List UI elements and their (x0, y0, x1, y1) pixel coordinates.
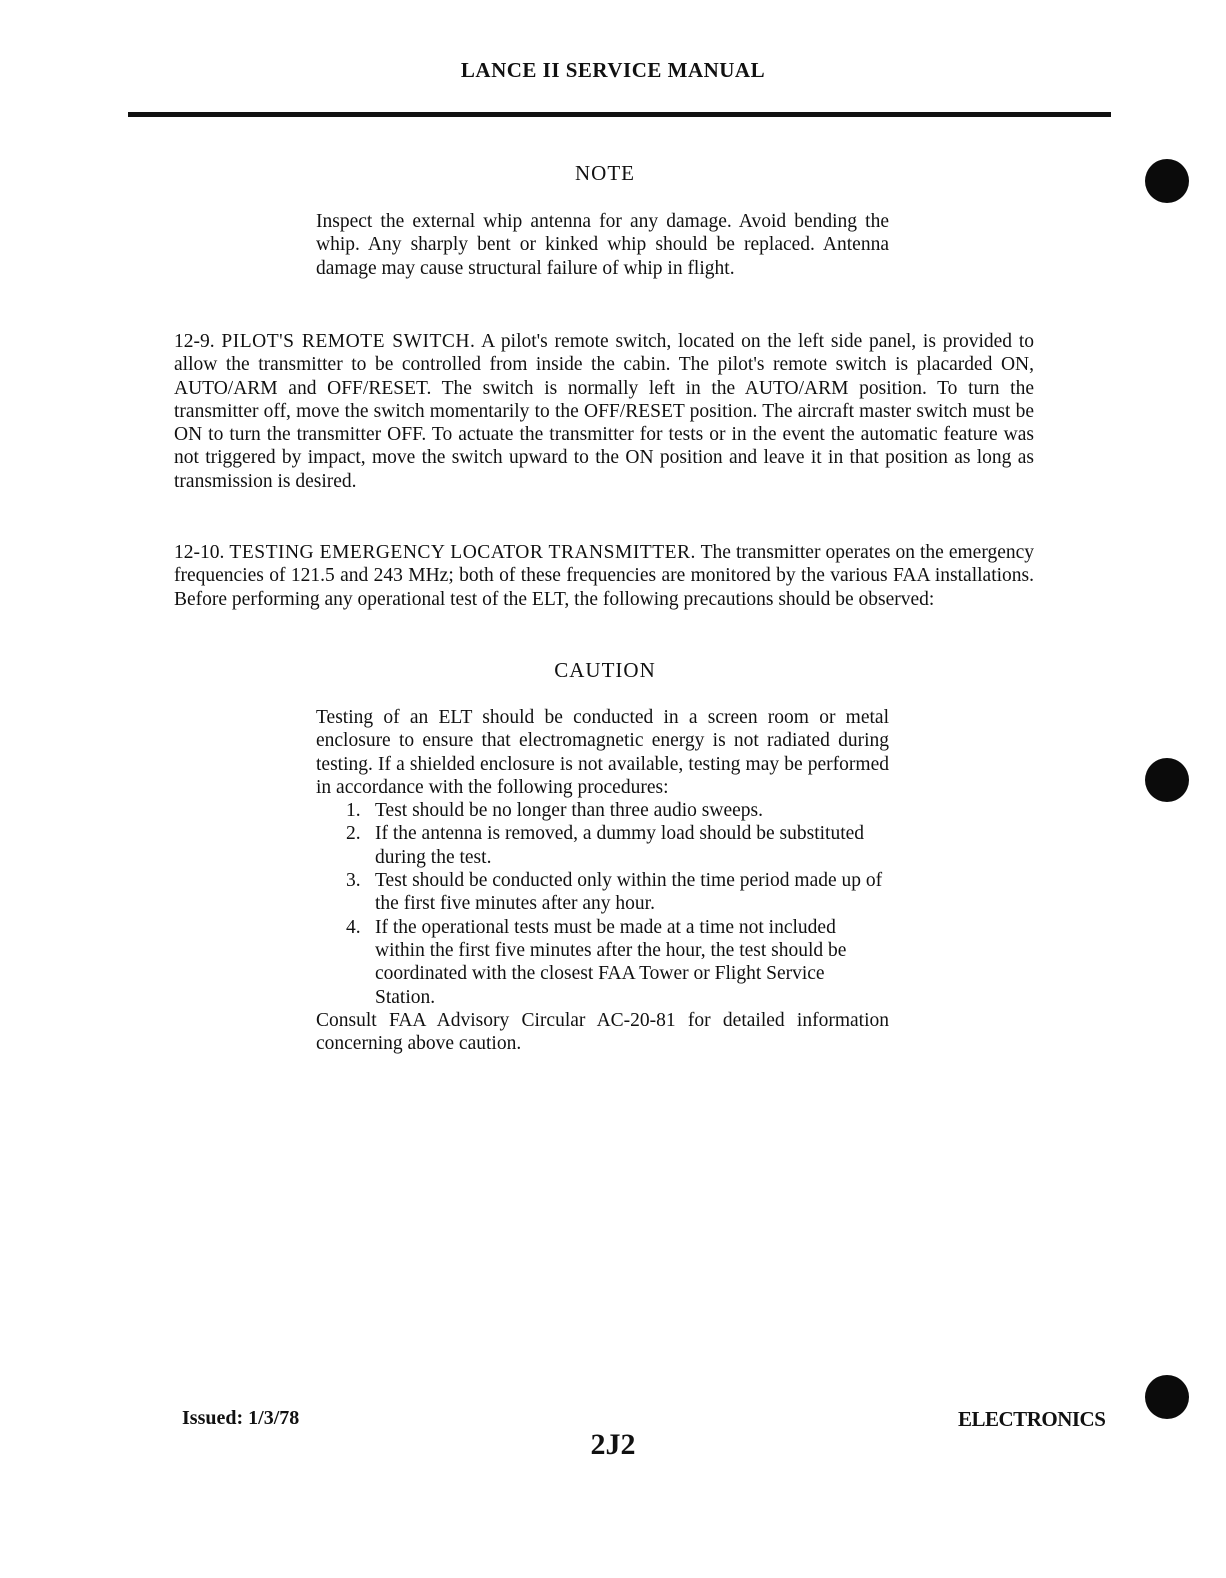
section-12-9-title: PILOT'S REMOTE SWITCH. (221, 331, 476, 352)
section-12-9-number: 12-9. (174, 331, 215, 352)
note-heading: NOTE (575, 161, 635, 185)
list-item-number: 2. (346, 823, 361, 845)
list-item-text: If the operational tests must be made at a time not included within the first five minutes after the hour, the test should be coordinated with the closest FAA Tower or Flight Service Station. (375, 916, 847, 1008)
page-header-title: LANCE II SERVICE MANUAL (460, 58, 766, 82)
section-12-10-title: TESTING EMERGENCY LOCATOR TRANSMITTER. (229, 542, 696, 563)
binder-hole-middle (1145, 758, 1189, 802)
note-text (316, 210, 889, 280)
section-12-9 (174, 330, 1034, 493)
section-12-10 (174, 541, 1034, 611)
caution-closing: Consult FAA Advisory Circular AC-20-81 for detailed information concerning above caution. (316, 1009, 889, 1055)
list-item-text: Test should be no longer than three audio sweeps. (375, 800, 764, 822)
binder-hole-bottom (1145, 1375, 1189, 1419)
list-item-number: 1. (346, 800, 361, 822)
list-item-number: 4. (346, 916, 361, 938)
section-12-9-text: A pilot's remote switch, located on the left side panel, is provided to allow the transmitter to be controlled from inside the cabin. The pilot's remote switch is placarded ON, AUTO/ARM and OFF/RESET. The switch is normally left in the AUTO/ARM position. To turn the transmitter off, move the switch momentarily to the OFF/RESET position. The aircraft master switch must be ON to turn the transmitter OFF. To actuate the transmitter for tests or in the event the automatic feature was not triggered by impact, move the switch upward to the ON position and leave it in that position as long as transmission is desired. (174, 331, 1034, 492)
list-item (316, 822, 889, 869)
binder-hole-top (1145, 159, 1189, 203)
list-item (316, 916, 889, 1009)
footer-section-name: ELECTRONICS (958, 1407, 1106, 1431)
section-12-10-text: The transmitter operates on the emergency frequencies of 121.5 and 243 MHz; both of these frequencies are monitored by the various FAA installations. Before performing any operational test of the ELT, the following precautions should be observed: (174, 542, 1035, 610)
header-rule (128, 112, 1111, 117)
page-number: 2J2 (590, 1428, 636, 1461)
list-item (316, 799, 889, 822)
caution-procedure-list (316, 799, 889, 1009)
list-item-text: Test should be conducted only within the time period made up of the first five minutes after any hour. (375, 870, 883, 915)
issued-date: Issued: 1/3/78 (182, 1407, 300, 1429)
caution-block (316, 706, 889, 1055)
section-12-10-number: 12-10. (174, 542, 225, 563)
note-paragraph: Inspect the external whip antenna for any damage. Avoid bending the whip. Any sharply bent or kinked whip should be replaced. Antenna damage may cause structural failure of whip in flight. (316, 211, 889, 279)
list-item-text: If the antenna is removed, a dummy load should be substituted during the test. (375, 823, 865, 868)
list-item (316, 869, 889, 916)
caution-heading: CAUTION (554, 658, 656, 682)
caution-intro: Testing of an ELT should be conducted in a screen room or metal enclosure to ensure that electromagnetic energy is not radiated during testing. If a shielded enclosure is not available, testing may be performed in accordance with the following procedures: (316, 707, 889, 798)
list-item-number: 3. (346, 870, 361, 892)
